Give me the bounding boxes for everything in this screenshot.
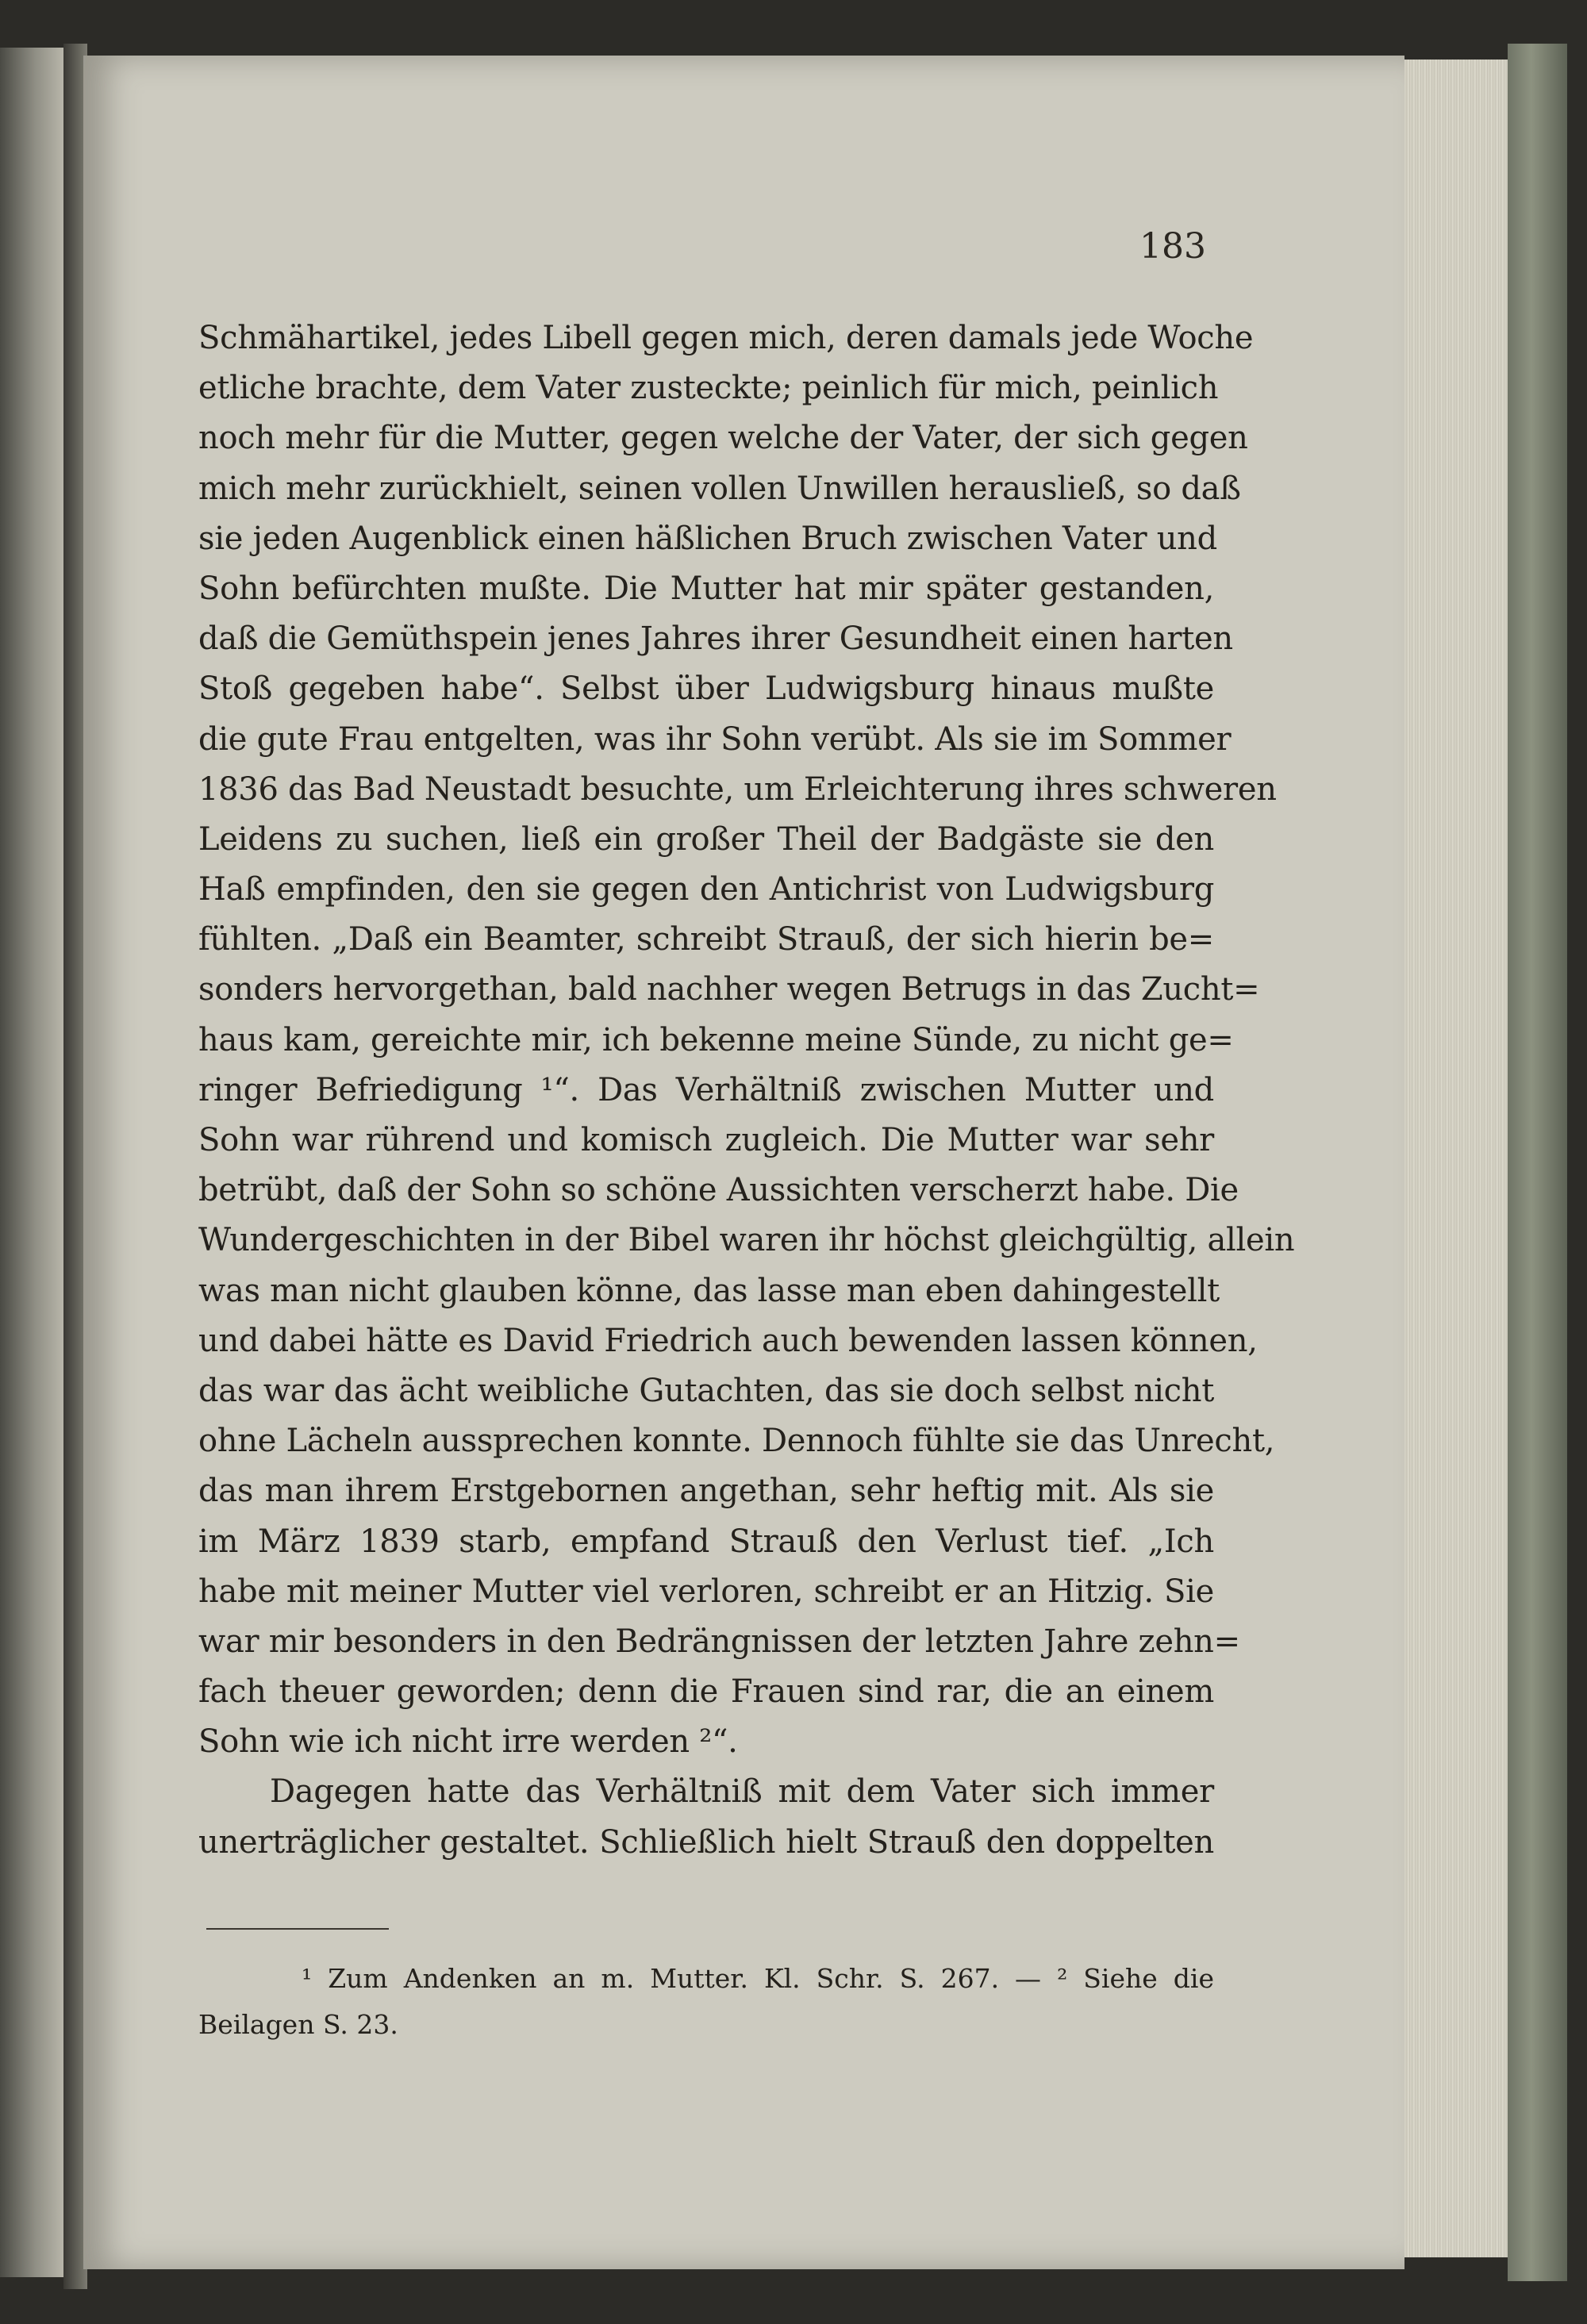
page-edges bbox=[1404, 60, 1512, 2257]
text-line: die gute Frau entgelten, was ihr Sohn verübt. Als sie im Sommer bbox=[198, 720, 1232, 758]
text-line: Leidens zu suchen, ließ ein großer Theil der Badgäste sie den bbox=[198, 820, 1214, 858]
text-line: fach theuer geworden; denn die Frauen sind rar, die an einem bbox=[198, 1673, 1214, 1711]
text-line: noch mehr für die Mutter, gegen welche der Vater, der sich gegen bbox=[198, 420, 1248, 457]
text-line: daß die Gemüthspein jenes Jahres ihrer Gesundheit einen harten bbox=[198, 620, 1233, 658]
text-line: 1836 das Bad Neustadt besuchte, um Erleichterung ihres schweren bbox=[198, 770, 1277, 808]
footnote-rule bbox=[206, 1928, 389, 1930]
text-line: im März 1839 starb, empfand Strauß den Verlust tief. „Ich bbox=[198, 1523, 1214, 1560]
book-cover-edge bbox=[1508, 44, 1567, 2281]
text-line: etliche brachte, dem Vater zusteckte; peinlich für mich, peinlich bbox=[198, 370, 1219, 407]
text-line: Wundergeschichten in der Bibel waren ihr höchst gleichgültig, allein bbox=[198, 1222, 1295, 1259]
text-line: habe mit meiner Mutter viel verloren, schreibt er an Hitzig. Sie bbox=[198, 1573, 1214, 1610]
footnotes bbox=[198, 1956, 1214, 2048]
footnote-line: ¹ Zum Andenken an m. Mutter. Kl. Schr. S. 267. — ² Siehe die bbox=[302, 1963, 1214, 1994]
text-line: mich mehr zurückhielt, seinen vollen Unwillen herausließ, so daß bbox=[198, 470, 1241, 507]
text-line: Sohn wie ich nicht irre werden ²“. bbox=[198, 1723, 738, 1761]
body-text bbox=[198, 313, 1295, 1868]
text-line: Stoß gegeben habe“. Selbst über Ludwigsburg hinaus mußte bbox=[198, 670, 1214, 708]
text-line: sie jeden Augenblick einen häßlichen Bruch zwischen Vater und bbox=[198, 520, 1217, 557]
text-line: was man nicht glauben könne, das lasse man eben dahingestellt bbox=[198, 1272, 1220, 1309]
text-line: Sohn befürchten mußte. Die Mutter hat mir später gestanden, bbox=[198, 570, 1214, 607]
text-line: ringer Befriedigung ¹“. Das Verhältniß zwischen Mutter und bbox=[198, 1071, 1214, 1108]
page-number: 183 bbox=[1139, 226, 1206, 267]
text-line: unerträglicher gestaltet. Schließlich hielt Strauß den doppelten bbox=[198, 1823, 1214, 1861]
text-line: Schmähartikel, jedes Libell gegen mich, deren damals jede Woche bbox=[198, 320, 1254, 356]
text-line: betrübt, daß der Sohn so schöne Aussichten verscherzt habe. Die bbox=[198, 1172, 1239, 1209]
text-line: Dagegen hatte das Verhältniß mit dem Vater sich immer bbox=[270, 1773, 1214, 1811]
text-line: und dabei hätte es David Friedrich auch bewenden lassen können, bbox=[198, 1322, 1258, 1359]
text-line: das war das ächt weibliche Gutachten, das sie doch selbst nicht bbox=[198, 1372, 1214, 1409]
footnote-line: Beilagen S. 23. bbox=[198, 2009, 398, 2040]
text-line: das man ihrem Erstgebornen angethan, sehr heftig mit. Als sie bbox=[198, 1473, 1214, 1510]
facing-page-edge bbox=[0, 48, 63, 2277]
text-line: Sohn war rührend und komisch zugleich. Die Mutter war sehr bbox=[198, 1122, 1214, 1158]
text-line: haus kam, gereichte mir, ich bekenne meine Sünde, zu nicht ge= bbox=[198, 1021, 1234, 1058]
text-line: ohne Lächeln aussprechen konnte. Dennoch fühlte sie das Unrecht, bbox=[198, 1423, 1275, 1460]
text-line: Haß empfinden, den sie gegen den Antichrist von Ludwigsburg bbox=[198, 871, 1214, 908]
text-line: war mir besonders in den Bedrängnissen der letzten Jahre zehn= bbox=[198, 1623, 1240, 1660]
text-line: fühlten. „Daß ein Beamter, schreibt Strauß, der sich hierin be= bbox=[198, 921, 1214, 958]
text-line: sonders hervorgethan, bald nachher wegen Betrugs in das Zucht= bbox=[198, 971, 1260, 1008]
